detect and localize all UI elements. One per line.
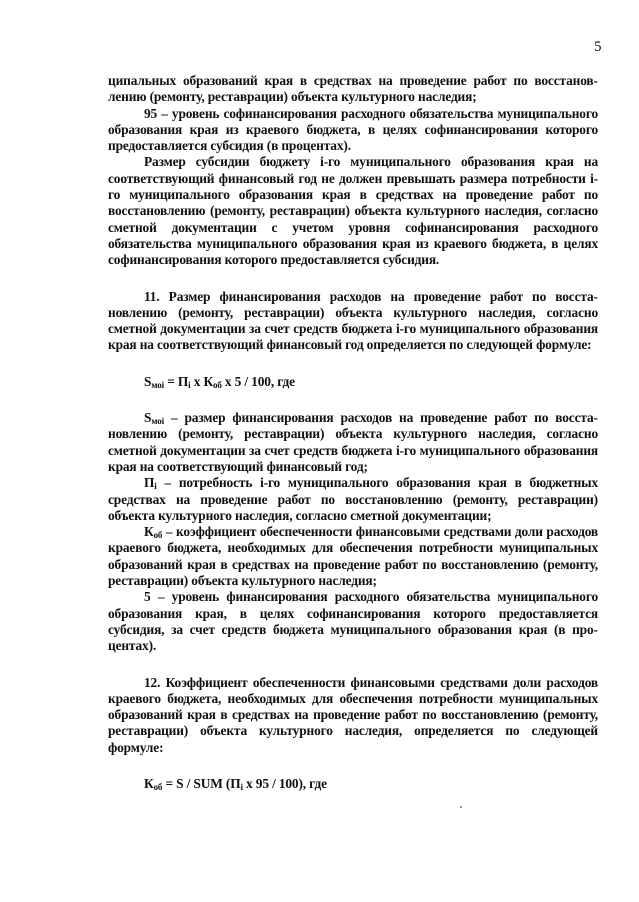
paragraph-12: 12. Коэффициент обеспеченности финансовыми средствами доли расходов краевого бюджета, необходимых для обеспечения потребности муниципальных образований края в средствах на проведение работ по восстановлению (ремонту, реставрации) объекта культурного наследия, определяется по следующей формуле: <box>108 674 598 755</box>
spacer <box>108 655 598 675</box>
definition-smoi: $S_{мoi}$ – размер финансирования расходов на проведение работ по восстановлению (ремонту, реставрации) объекта культурного наследия, согласно сметной документации за счет средств бюджета i-го муниципального образования края на соответствующий финансовый год; <box>108 410 598 474</box>
paragraph-95-definition: 95 – уровень софинансирования расходного обязательства муниципального образования края из краевого бюджета, в целях софинансирования которого предоставляется субсидия (в процентах). <box>108 105 598 154</box>
definition-pi: $П_i$ – потребность i-го муниципального образования края в бюджетных средствах на проведение работ по восстановлению (ремонту, реставрации) объекта культурного наследия, согласно сметной документации; <box>108 475 598 523</box>
page-number: 5 <box>594 39 602 55</box>
paragraph-11: 11. Размер финансирования расходов на проведение работ по восстановлению (ремонту, реставрации) объекта культурного наследия, согласно сметной документации за счет средств бюджета i-го муниципального образования края на соответствующий финансовый год определяется по следующей формуле: <box>108 288 598 353</box>
spacer <box>108 269 598 289</box>
paragraph-continuation: ципальных образований края в средствах на проведение работ по восстановлению (ремонту, реставрации) объекта культурного наследия; <box>108 73 598 105</box>
paragraph-subsidy-size: Размер субсидии бюджету i-го муниципального образования края на соответствующий финансовый год не должен превышать размера потребности i-го муниципального образования края в средствах на проведение работ по восстановлению (ремонту, реставрации) объекта культурного наследия, согласно сметной документации с учетом уровня софинансирования расходного обязательства муниципального образования края из краевого бюджета, в целях софинансирования которого предоставляется субсидия. <box>108 154 598 268</box>
spacer <box>108 756 598 776</box>
spacer <box>108 354 598 374</box>
document-body <box>108 73 598 792</box>
formula-2: $К_{об} = S$ / SUM ($П_i$ х 95 / 100), где <box>144 775 327 792</box>
spacer <box>108 390 598 410</box>
definition-kob: $К_{об}$ – коэффициент обеспеченности финансовыми средствами доли расходов краевого бюджета, необходимых для обеспечения потребности муниципальных образований края в средствах на проведение работ по восстановлению (ремонту, реставрации) объекта культурного наследия; <box>108 524 598 589</box>
definition-5: 5 – уровень финансирования расходного обязательства муниципального образования края, в целях софинансирования которого предоставляется субсидия, за счет средств бюджета муниципального образования края (в процентах). <box>108 589 598 654</box>
formula-1: $S_{мoi} = П_i$ х $К_{об}$ х 5 / 100, где <box>144 373 295 390</box>
scan-speck <box>460 806 462 808</box>
